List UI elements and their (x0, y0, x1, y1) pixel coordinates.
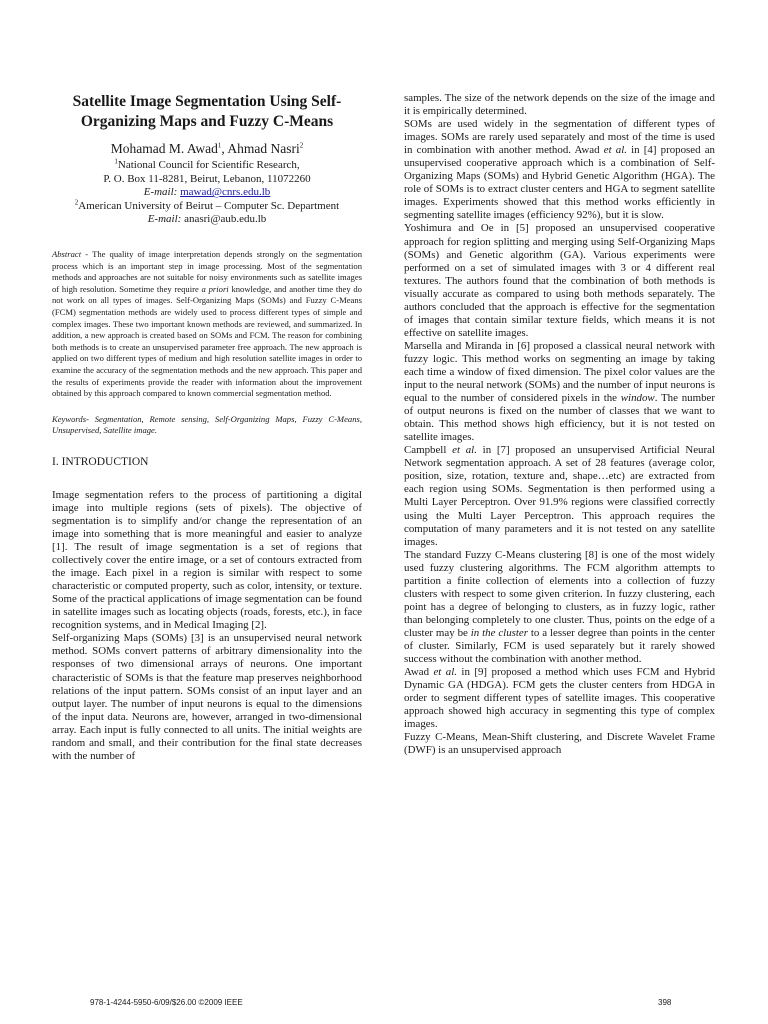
paragraph-samples: samples. The size of the network depends on the size of the image and it is empirically determined. (404, 92, 715, 118)
section-heading-introduction: I. INTRODUCTION (52, 455, 149, 468)
affiliation-1-address: P. O. Box 11-8281, Beirut, Lebanon, 11072260 (103, 172, 311, 185)
author-1-affil-mark: 1 (217, 141, 222, 150)
affiliation-2-email-line: E-mail: anasri@aub.edu.lb (147, 213, 267, 226)
page-number: 398 (658, 998, 672, 1007)
paragraph-awad-fcm-hdga: Awad et al. in [9] proposed a method which uses FCM and Hybrid Dynamic GA (HDGA). FCM gets the cluster centers from HDGA in order to segment different types of satellite images. This cooperative approach showed high accuracy in segmenting this type of complex images. (404, 666, 716, 731)
paragraph-fcm: The standard Fuzzy C-Means clustering [8] is one of the most widely used fuzzy clustering algorithms. The FCM algorithm attempts to partition a finite collection of elements into a collection of fuzzy clusters with respect to some given criterion. In fuzzy clustering, each point has a degree of belonging to clusters, as in fuzzy logic, rather than belonging completely to one cluster. Thus, points on the edge of a cluster may be in the cluster to a lesser degree than points in the center of cluster. Similarly, FCM is used separately but it rarely showed success without the combination with another method. (404, 548, 715, 666)
author-2: Ahmad Nasri (227, 141, 300, 156)
keywords: Keywords- Segmentation, Remote sensing, Self-Organizing Maps, Fuzzy C-Means, Unsupervised, Satellite image. (52, 413, 362, 436)
paragraph-awad-som-hga: SOMs are used widely in the segmentation of different types of images. SOMs are rarely used separately and most of the time is used in combination with another method. Awad et al. in [4] proposed an unsupervised cooperative approach which is a combination of Self-Organizing Maps (SOMs) and Hybrid Genetic Algorithm (HGA). The role of SOMs is to extract cluster centers and HGA to segment satellite images. Experiments showed that this method works efficiently in segmenting satellite images (efficiency 92%), but it is slow. (404, 118, 716, 222)
author-1: Mohamad M. Awad (110, 141, 218, 156)
affiliation-1-email-line: E-mail: mawad@cnrs.edu.lb (143, 186, 271, 199)
affiliation-2-name: $^2$American University of Beirut – Computer Sc. Department (74, 198, 340, 212)
author-1-email-link[interactable]: mawad@cnrs.edu.lb (180, 186, 271, 199)
left-column (52, 92, 362, 763)
paragraph-fcm-meanshift-dwf: Fuzzy C-Means, Mean-Shift clustering, and Discrete Wavelet Frame (DWF) is an unsupervised approach (404, 731, 715, 757)
author-2-affil-mark: 2 (299, 141, 304, 150)
intro-paragraph-1: Image segmentation refers to the process of partitioning a digital image into multiple regions (sets of pixels). The objective of segmentation is to simplify and/or change the representation of an image into something that is more meaningful and easier to analyze [1]. The result of image segmentation is a set of regions that collectively cover the entire image, or a set of contours extracted from the image. Each pixel in a region is similar with respect to some characteristic or computed property, such as color, intensity, or texture. Some of the practical applications of image segmentation can be found in satellite images such as locating objects (roads, forests, etc.), in face recognition systems, and in Medical Imaging [2]. (52, 488, 362, 632)
abstract: Abstract - The quality of image interpretation depends strongly on the segmentation process which is an important step in image processing. Most of the segmentation methods and approaches are not suitable for noisy environments such as satellite images of high resolution. Sometime they require a priori knowledge, and another time they do not work on all types of images. Self-Organizing Maps (SOMs) and Fuzzy C-Means (FCM) segmentation methods are widely used to process different types of simple and complex images. These two important known methods are reviewed, and summarized. In addition, a new approach is created based on SOMs and FCM. The reason for combining both methods is to create an unsupervised parameter free approach. The new approach is applied on two different types of medium and high resolution satellite images in order to examine the accuracy of the segmentation methods and the new approach. This paper and the results of experiments provide the reader with information about the improvement obtained by this approach compared to known commercial segmentation method. (52, 248, 363, 399)
paragraph-yoshimura-oe: Yoshimura and Oe in [5] proposed an unsupervised cooperative approach for region splitting and merging using Self-Organizing Maps (SOMs) and Genetic algorithm (GA). Various experiments were performed on a set of simulated images with 3 or 4 different real textures. The authors found that the combination of both methods is visually accurate as compared to using both methods separately. The authors concluded that the approach is effective for the segmentation of images that contain similar texture fields, which means it is not effective on satellite images. (404, 222, 715, 339)
footer-isbn: 978-1-4244-5950-6/09/$26.00 ©2009 IEEE (90, 998, 243, 1007)
paragraph-marsella-miranda: Marsella and Miranda in [6] proposed a classical neural network with fuzzy logic. This method works on segmenting an image by taking each time a window of fixed dimension. The pixel color values are the input to the neural network (SOMs) and the number of input neurons is equal to the number of considered pixels in the window. The number of output neurons is fixed on the number of classes that we want to obtain. This method shows high efficiency, but it is not tested on satellite images. (404, 339, 715, 444)
author-2-email: anasri@aub.edu.lb (184, 213, 267, 226)
affiliation-1-name: $^1$National Council for Scientific Research, (114, 157, 300, 171)
author-line: Mohamad M. Awad$^1$, Ahmad Nasri$^2$ (110, 141, 304, 156)
intro-paragraph-2: Self-organizing Maps (SOMs) [3] is an unsupervised neural network method. SOMs convert patterns of arbitrary dimensionality into the responses of two dimensional arrays of neurons. One important characteristic of SOMs is that the feature map preserves neighborhood relations of the input pattern. SOMs consist of an input layer and an output layer. The number of input neurons is equal to the dimensions of the input data. Neurons are, however, arranged in two-dimensional array. Each input is fully connected to all units. The initial weights are random and small, and their contribution for the final state decreases with the number of (52, 632, 362, 762)
paper-title: Satellite Image Segmentation Using Self-Organizing Maps and Fuzzy C-Means (72, 93, 342, 130)
right-column (404, 92, 715, 757)
paragraph-campbell: Campbell et al. in [7] proposed an unsupervised Artificial Neural Network segmentation approach. A set of 28 features (average color, position, size, rotation, texture and, shape…etc) are extracted from each region using SOMs. Segmentation is then performed using a Multi Layer Perceptron. Over 91.9% regions were classified correctly using the Multi Layer Perceptron. This approach requires the computation of many parameters and it is not tested on any satellite images. (404, 444, 715, 548)
abstract-label: Abstract - (52, 248, 89, 259)
